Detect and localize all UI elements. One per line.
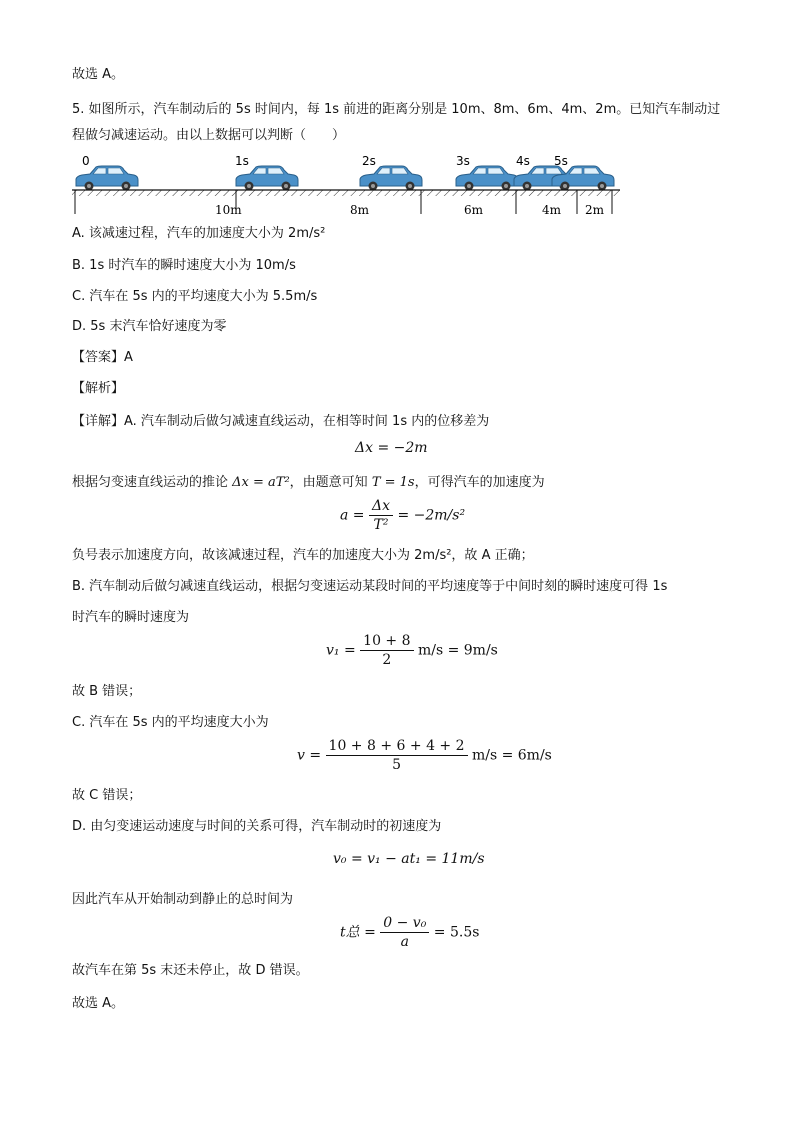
option-d: D. 5s 末汽车恰好速度为零 — [72, 319, 227, 334]
time-label-0: 0 — [82, 154, 90, 168]
eq-v1-fraction — [360, 632, 413, 669]
detail-a-conclusion: 负号表示加速度方向，故该减速过程，汽车的加速度大小为 2m/s²，故 A 正确； — [72, 548, 534, 563]
detail-a-line2-post: ，可得汽车的加速度为 — [414, 475, 545, 490]
eq-vavg-numerator: 10 + 8 + 6 + 4 + 2 — [326, 737, 468, 756]
time-label-4s: 4s — [516, 154, 530, 168]
equation-delta-x — [355, 440, 428, 456]
detail-c-line: C. 汽车在 5s 内的平均速度大小为 — [72, 715, 269, 730]
answer-line — [72, 349, 133, 367]
detail-d-line: D. 由匀变速运动速度与时间的关系可得，汽车制动时的初速度为 — [72, 819, 442, 834]
eq-vavg-rhs: m/s = 6m/s — [471, 747, 552, 764]
braking-car-diagram — [72, 152, 632, 220]
eq-ttotal-rhs: = 5.5s — [433, 924, 480, 941]
equation-total-time — [340, 914, 479, 951]
distance-label-6m: 6m — [464, 203, 484, 217]
detail-b-conclusion: 故 B 错误； — [72, 684, 142, 699]
time-label-1s: 1s — [235, 154, 249, 168]
analysis-label: 【解析】 — [72, 381, 125, 396]
detail-a-line2-pre: 根据匀变速直线运动的推论 — [72, 475, 229, 490]
detail-c-conclusion: 故 C 错误； — [72, 788, 142, 803]
detail-a-line-2 — [72, 474, 545, 492]
car-at-1s — [236, 166, 298, 191]
distance-label-10m: 10m — [215, 203, 242, 217]
detail-a-line2-mid: ，由题意可知 — [289, 475, 368, 490]
equation-acceleration — [340, 497, 465, 534]
eq-v1-denominator: 2 — [382, 652, 392, 668]
time-label-5s: 5s — [554, 154, 568, 168]
eq-accel-rhs: = −2m/s² — [397, 507, 466, 524]
time-label-3s: 3s — [456, 154, 470, 168]
time-label-2s: 2s — [362, 154, 376, 168]
equation-v0 — [333, 851, 485, 867]
eq-vavg-lhs: v = — [297, 747, 322, 764]
equation-v1 — [326, 632, 498, 669]
detail-d-conclusion: 故汽车在第 5s 末还未停止，故 D 错误。 — [72, 963, 309, 978]
car-at-3s — [456, 166, 518, 191]
question-line-2: 程做匀减速运动。由以上数据可以判断（ ） — [72, 128, 346, 143]
eq-accel-lhs: a = — [340, 507, 365, 524]
detail-a-line: 【详解】A. 汽车制动后做匀减速直线运动，在相等时间 1s 内的位移差为 — [72, 414, 490, 429]
distance-label-4m: 4m — [542, 203, 562, 217]
eq-accel-numerator: Δx — [369, 497, 393, 516]
answer-label: 【答案】 — [72, 350, 125, 365]
intro-select-text: 故选 A。 — [72, 67, 125, 82]
eq-v1-numerator: 10 + 8 — [360, 632, 413, 651]
equation-average-v — [297, 737, 552, 774]
formula-delta-x-at2: Δx = aT² — [232, 475, 290, 490]
eq-v1-rhs: m/s = 9m/s — [417, 642, 498, 659]
eq-ttotal-fraction — [380, 914, 429, 951]
formula-t-equals-1s: T = 1s — [371, 475, 415, 490]
eq-ttotal-lhs: t总 = — [340, 924, 376, 941]
car-at-2s — [360, 166, 422, 191]
question-line-1: 5. 如图所示，汽车制动后的 5s 时间内，每 1s 前进的距离分别是 10m、8m、6m、4m、2m。已知汽车制动过 — [72, 102, 721, 117]
final-select-text: 故选 A。 — [72, 996, 125, 1011]
equation-delta-x-text: Δx = −2m — [355, 440, 428, 456]
eq-v0-text: v₀ = v₁ − at₁ = 11m/s — [333, 851, 485, 867]
distance-label-2m: 2m — [585, 203, 605, 217]
detail-d-line-2: 因此汽车从开始制动到静止的总时间为 — [72, 892, 294, 907]
answer-value: A — [124, 350, 133, 365]
distance-label-8m: 8m — [350, 203, 370, 217]
detail-b-line-1: B. 汽车制动后做匀减速直线运动，根据匀变速运动某段时间的平均速度等于中间时刻的瞬时速度可得 1s — [72, 579, 668, 594]
car-at-0s — [76, 166, 138, 191]
ground-hatch — [72, 190, 620, 196]
eq-ttotal-denominator: a — [400, 934, 409, 950]
eq-accel-fraction — [369, 497, 393, 534]
eq-accel-denominator: T² — [373, 517, 389, 533]
option-a: A. 该减速过程，汽车的加速度大小为 2m/s² — [72, 226, 326, 241]
eq-v1-lhs: v₁ = — [326, 642, 356, 659]
eq-vavg-denominator: 5 — [392, 757, 401, 773]
detail-b-line-2: 时汽车的瞬时速度为 — [72, 610, 190, 625]
eq-vavg-fraction — [326, 737, 468, 774]
option-c: C. 汽车在 5s 内的平均速度大小为 5.5m/s — [72, 289, 318, 304]
option-b: B. 1s 时汽车的瞬时速度大小为 10m/s — [72, 258, 296, 273]
eq-ttotal-numerator: 0 − v₀ — [380, 914, 429, 933]
